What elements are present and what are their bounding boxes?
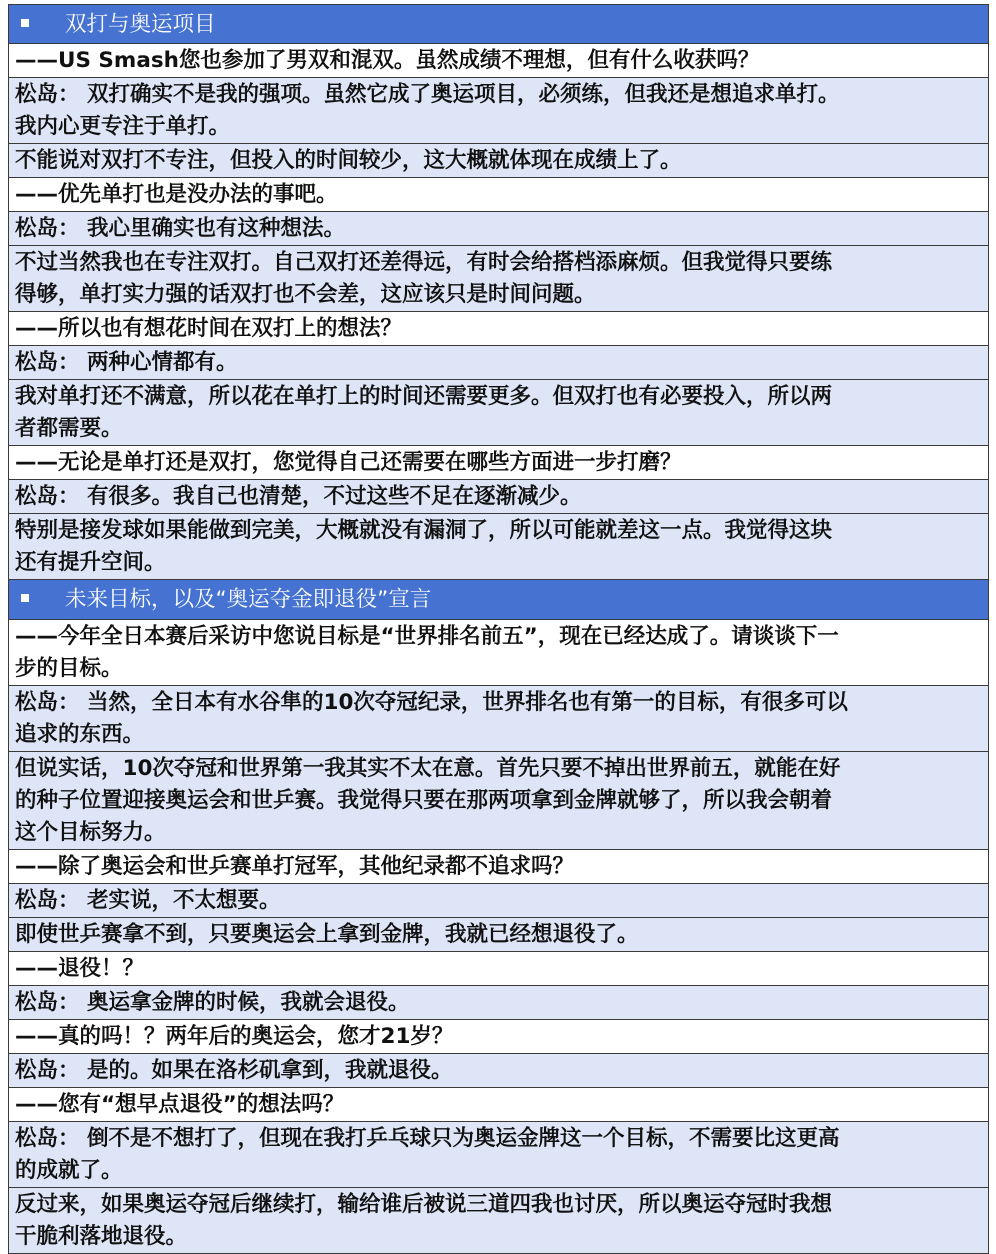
question-row (8, 312, 989, 346)
answer-row (8, 514, 989, 580)
row-text-line: 松岛： 奥运拿金牌的时候，我就会退役。 (15, 990, 410, 1015)
row-text-line: 追求的东西。 (15, 722, 145, 747)
interview-table (8, 4, 989, 1254)
row-text-line: 者都需要。 (15, 416, 123, 441)
row-text-line: 但说实话，10次夺冠和世界第一我其实不太在意。首先只要不掉出世界前五，就能在好 (15, 756, 841, 781)
question-row (8, 1020, 989, 1054)
row-text-line: 松岛： 倒不是不想打了，但现在我打乒乓球只为奥运金牌这一个目标，不需要比这更高 (15, 1126, 840, 1151)
question-row (8, 1088, 989, 1122)
row-text-line: 即使世乒赛拿不到，只要奥运会上拿到金牌，我就已经想退役了。 (15, 922, 639, 947)
answer-row (8, 986, 989, 1020)
answer-row (8, 212, 989, 246)
row-text-line: 的成就了。 (15, 1158, 123, 1183)
row-text-line: 的种子位置迎接奥运会和世乒赛。我觉得只要在那两项拿到金牌就够了，所以我会朝着 (15, 788, 833, 813)
answer-row (8, 1188, 989, 1254)
answer-row (8, 752, 989, 850)
row-text-line: ——您有“想早点退役”的想法吗？ (15, 1092, 345, 1117)
row-text-line: 松岛： 当然，全日本有水谷隼的10次夺冠纪录，世界排名也有第一的目标，有很多可以 (15, 690, 848, 715)
row-text-line: 松岛： 有很多。我自己也清楚，不过这些不足在逐渐减少。 (15, 484, 582, 509)
section-header (8, 4, 989, 44)
row-text-line: 松岛： 老实说，不太想要。 (15, 888, 281, 913)
row-text-line: ——优先单打也是没办法的事吧。 (15, 182, 338, 207)
answer-row (8, 1054, 989, 1088)
row-text-line: 干脆利落地退役。 (15, 1224, 188, 1249)
row-text-line: 我内心更专注于单打。 (15, 114, 231, 139)
row-text-line: ——真的吗！？两年后的奥运会，您才21岁？ (15, 1024, 454, 1049)
row-text-line: 松岛： 是的。如果在洛杉矶拿到，我就退役。 (15, 1058, 453, 1083)
bullet-icon (21, 594, 29, 602)
answer-row (8, 1122, 989, 1188)
row-text-line: 不能说对双打不专注，但投入的时间较少，这大概就体现在成绩上了。 (15, 148, 682, 173)
row-text-line: 不过当然我也在专注双打。自己双打还差得远，有时会给搭档添麻烦。但我觉得只要练 (15, 250, 833, 275)
row-text-line: 松岛： 双打确实不是我的强项。虽然它成了奥运项目，必须练，但我还是想追求单打。 (15, 82, 840, 107)
question-row (8, 178, 989, 212)
answer-row (8, 346, 989, 380)
section-title: 双打与奥运项目 (65, 12, 216, 37)
bullet-icon (21, 19, 29, 27)
section-title: 未来目标，以及“奥运夺金即退役”宣言 (65, 587, 432, 612)
row-text-line: 这个目标努力。 (15, 820, 166, 845)
row-text-line: ——今年全日本赛后采访中您说目标是“世界排名前五”，现在已经达成了。请谈谈下一 (15, 624, 839, 649)
answer-row (8, 380, 989, 446)
row-text-line: 松岛： 我心里确实也有这种想法。 (15, 216, 345, 241)
row-text-line: ——除了奥运会和世乒赛单打冠军，其他纪录都不追求吗？ (15, 854, 575, 879)
answer-row (8, 78, 989, 144)
row-text-line: 步的目标。 (15, 656, 123, 681)
answer-row (8, 918, 989, 952)
answer-row (8, 246, 989, 312)
row-text-line: 得够，单打实力强的话双打也不会差，这应该只是时间问题。 (15, 282, 596, 307)
answer-row (8, 884, 989, 918)
row-text-line: ——退役！？ (15, 956, 145, 981)
row-text-line: 还有提升空间。 (15, 550, 166, 575)
row-text-line: 反过来，如果奥运夺冠后继续打，输给谁后被说三道四我也讨厌，所以奥运夺冠时我想 (15, 1192, 833, 1217)
question-row (8, 446, 989, 480)
row-text-line: 特别是接发球如果能做到完美，大概就没有漏洞了，所以可能就差这一点。我觉得这块 (15, 518, 833, 543)
answer-row (8, 144, 989, 178)
section-header (8, 580, 989, 620)
row-text-line: ——US Smash您也参加了男双和混双。虽然成绩不理想，但有什么收获吗？ (15, 48, 760, 73)
answer-row (8, 686, 989, 752)
row-text-line: ——所以也有想花时间在双打上的想法？ (15, 316, 403, 341)
question-row (8, 850, 989, 884)
row-text-line: 松岛： 两种心情都有。 (15, 350, 238, 375)
row-text-line: ——无论是单打还是双打，您觉得自己还需要在哪些方面进一步打磨？ (15, 450, 682, 475)
question-row (8, 620, 989, 686)
row-text-line: 我对单打还不满意，所以花在单打上的时间还需要更多。但双打也有必要投入，所以两 (15, 384, 833, 409)
question-row (8, 44, 989, 78)
answer-row (8, 480, 989, 514)
question-row (8, 952, 989, 986)
